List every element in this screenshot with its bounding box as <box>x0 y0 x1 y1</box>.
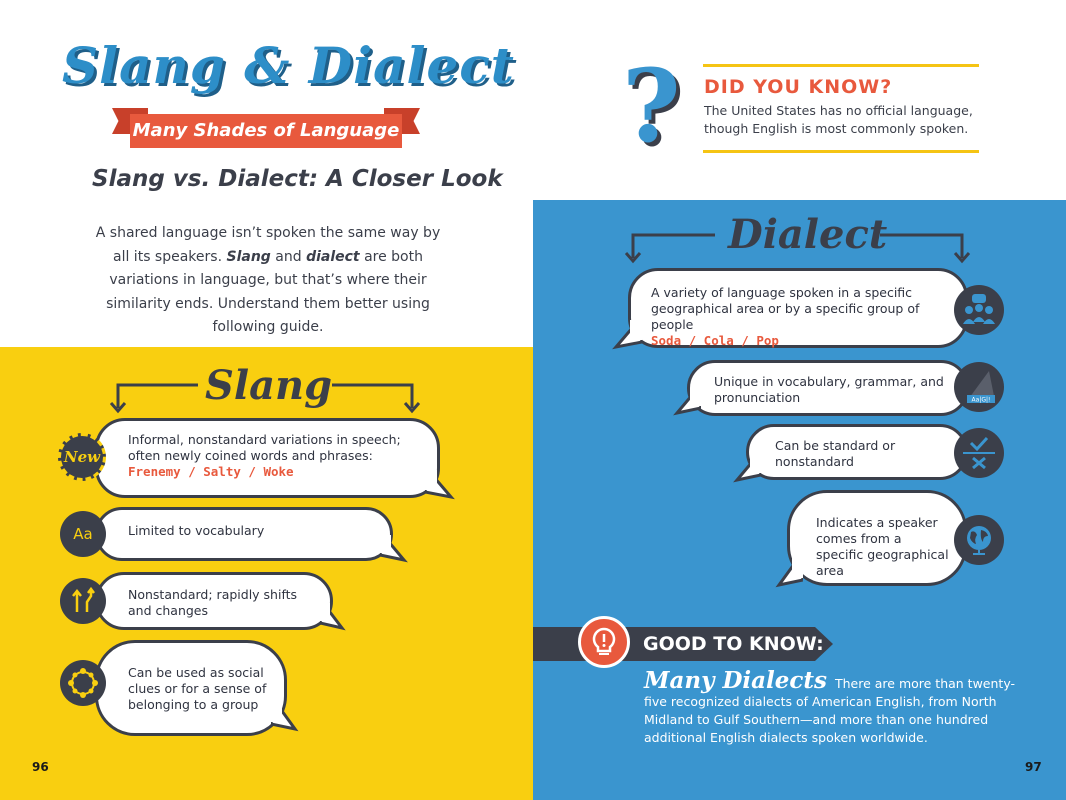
intro-dialect-word: dialect <box>306 248 360 265</box>
bubble-tail <box>733 455 761 483</box>
dialect-bubble-1 <box>628 268 968 348</box>
intro-and: and <box>275 248 302 265</box>
new-badge-text: New <box>63 448 101 466</box>
bubble-tail <box>271 700 299 732</box>
people-speech-icon <box>954 285 1004 335</box>
globe-icon <box>954 515 1004 565</box>
bubble-text: Limited to vocabulary <box>128 523 265 538</box>
alphabet-icon-text: Aa <box>73 525 93 543</box>
bubble-tail <box>425 470 455 500</box>
good-to-know-text <box>644 667 1024 747</box>
intro-text-1: A shared language isn’t spoken the same way by all its speakers. <box>95 225 441 265</box>
font-spotlight-text: Aa|G|! <box>971 396 991 404</box>
intro-paragraph <box>88 222 448 340</box>
dialect-heading: Dialect <box>728 211 888 258</box>
slang-examples: Frenemy / Salty / Woke <box>128 464 294 479</box>
slang-bracket-arrows <box>110 378 420 418</box>
divider <box>703 64 979 67</box>
dialect-bubble-2 <box>687 360 969 416</box>
title-ribbon <box>112 108 420 152</box>
ribbon-text: Many Shades of Language <box>130 114 402 148</box>
good-to-know-body: There are more than twenty-five recognized dialects of American English, from North Midland to Gulf Southern—and more than one hundred additional English dialects spoken worldwide. <box>644 676 1016 745</box>
bubble-text: Nonstandard; rapidly shifts and changes <box>128 587 298 618</box>
bubble-tail <box>775 556 803 588</box>
shifting-arrows-icon <box>60 578 106 624</box>
did-you-know-text: The United States has no official language, though English is most commonly spoken. <box>704 103 973 136</box>
dialect-bubble-4 <box>787 490 967 586</box>
check-cross-icon <box>954 428 1004 478</box>
font-spotlight-icon <box>954 362 1004 412</box>
bubble-text: Unique in vocabulary, grammar, and pronunciation <box>714 374 944 405</box>
lightbulb-icon <box>578 616 630 668</box>
bubble-tail <box>673 388 701 416</box>
many-dialects-lead: Many Dialects <box>644 667 827 694</box>
page-number-right: 97 <box>1025 760 1042 774</box>
bubble-tail <box>612 320 642 350</box>
slang-bubble-3 <box>95 572 333 630</box>
bubble-text: Indicates a speaker comes from a specific geographical area <box>816 515 949 578</box>
slang-bubble-1 <box>95 418 440 498</box>
intro-text-2: are both variations in language, but that’s where their similarity ends. Understand them better using following guide. <box>106 248 430 335</box>
question-mark-icon: ? <box>622 47 681 165</box>
group-circle-icon <box>60 660 106 706</box>
page-title: Slang & Dialect <box>62 36 515 95</box>
bubble-tail <box>320 603 346 631</box>
slang-heading: Slang <box>205 362 333 409</box>
bubble-text: Informal, nonstandard variations in speech; often newly coined words and phrases: <box>128 432 401 463</box>
did-you-know-heading: DID YOU KNOW? <box>704 76 893 98</box>
slang-bubble-4 <box>95 640 287 736</box>
new-badge-icon <box>58 433 106 481</box>
dialect-bracket-arrows <box>625 226 970 266</box>
intro-slang-word: Slang <box>226 248 271 265</box>
alphabet-icon <box>60 511 106 557</box>
bubble-tail <box>380 535 408 563</box>
slang-bubble-2 <box>95 507 393 561</box>
dialect-examples: Soda / Cola / Pop <box>651 333 779 348</box>
bubble-text: A variety of language spoken in a specific geographical area or by a specific group of people <box>651 285 920 332</box>
bubble-text: Can be standard or nonstandard <box>775 438 896 469</box>
divider <box>703 150 979 153</box>
good-to-know-heading: GOOD TO KNOW: <box>643 633 824 655</box>
bubble-text: Can be used as social clues or for a sense of belonging to a group <box>128 665 267 712</box>
subtitle: Slang vs. Dialect: A Closer Look <box>92 166 503 192</box>
page-number-left: 96 <box>32 760 49 774</box>
dialect-bubble-3 <box>746 424 968 480</box>
